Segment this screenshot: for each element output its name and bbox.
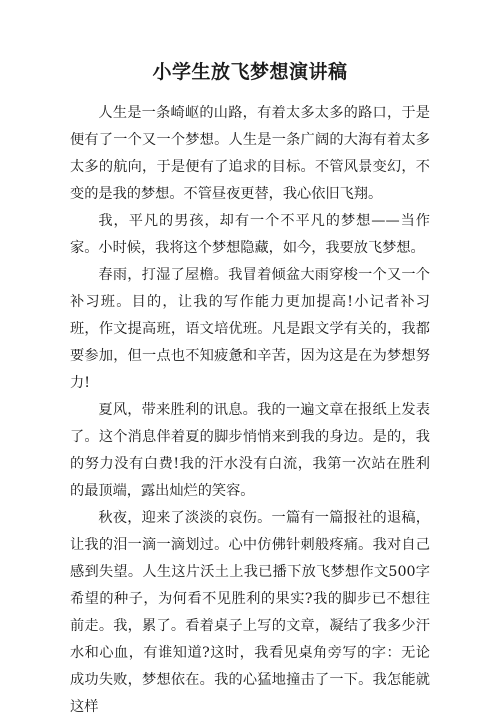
paragraph-5: 秋夜，迎来了淡淡的哀伤。一篇有一篇报社的退稿，让我的泪一滴一滴划过。心中仿佛针刺般疼痛。我对自己感到失望。人生这片沃土上我已播下放飞梦想作文500字希望的种子，为何看不见胜利的果实?我的脚步已不想往前走。我，累了。看着桌子上写的文章，凝结了我多少汗水和心血，有谁知道?这时，我看见桌角旁写的字：无论成功失败，梦想依在。我的心猛地撞击了一下。我怎能就这样 bbox=[70, 510, 430, 715]
paragraph-1: 人生是一条崎岖的山路，有着太多太多的路口，于是便有了一个又一个梦想。人生是一条广阔的大海有着太多太多的航向，于是便有了追求的目标。不管风景变幻，不变的是我的梦想。不管昼夜更替，我心依旧飞翔。 bbox=[70, 105, 430, 202]
document-title: 小学生放飞梦想演讲稿 bbox=[152, 61, 348, 83]
paragraph-2: 我，平凡的男孩，却有一个不平凡的梦想——当作家。小时候，我将这个梦想隐藏，如今，我要放飞梦想。 bbox=[70, 213, 430, 256]
paragraph-3: 春雨，打湿了屋檐。我冒着倾盆大雨穿梭一个又一个补习班。目的，让我的写作能力更加提高!小记者补习班，作文提高班，语文培优班。凡是跟文学有关的，我都要参加，但一点也不知疲惫和辛苦，因为这是在为梦想努力! bbox=[70, 267, 430, 391]
paragraph-4: 夏风，带来胜利的讯息。我的一遍文章在报纸上发表了。这个消息伴着夏的脚步悄悄来到我的身边。是的，我的努力没有白费!我的汗水没有白流，我第一次站在胜利的最顶端，露出灿烂的笑容。 bbox=[70, 402, 430, 499]
